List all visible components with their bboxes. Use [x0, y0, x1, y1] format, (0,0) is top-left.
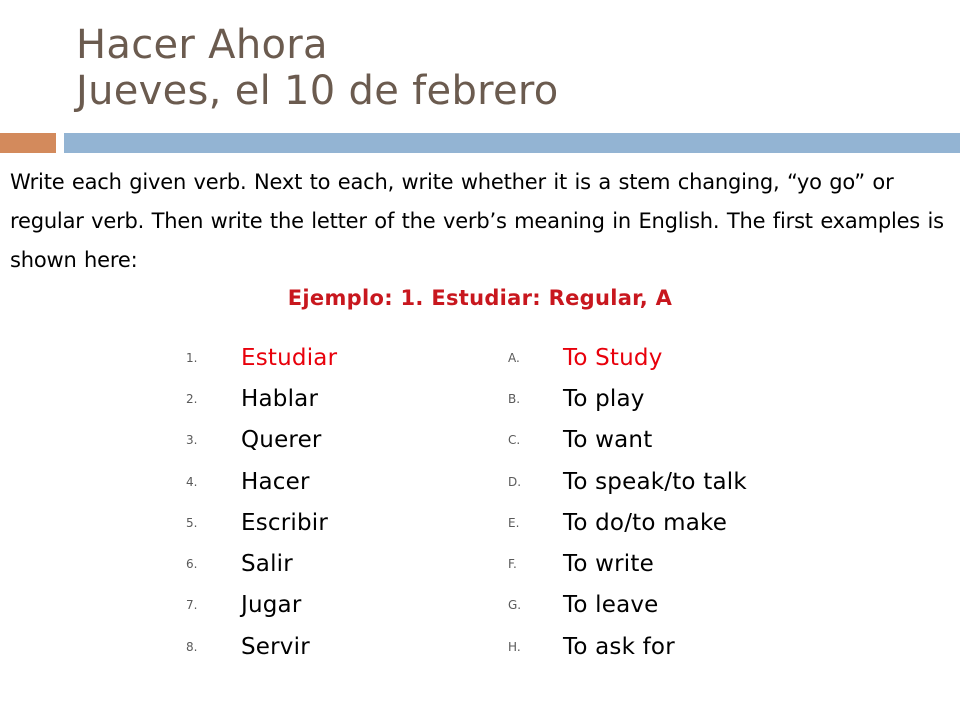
list-item-meaning: [508, 502, 908, 543]
example-line: Ejemplo: 1. Estudiar: Regular, A: [287, 286, 673, 310]
list-item-verb: [186, 543, 436, 584]
list-number: 4.: [186, 474, 198, 489]
meaning-text: To play: [563, 385, 645, 412]
list-number: 5.: [186, 515, 198, 530]
list-letter: G.: [508, 598, 522, 613]
list-item-meaning: [508, 585, 908, 626]
list-item-verb: [186, 502, 436, 543]
meaning-text: To Study: [563, 344, 663, 371]
list-item-verb: [186, 420, 436, 461]
title-line-2: Jueves, el 10 de febrero: [76, 68, 559, 114]
verb-text: Jugar: [241, 592, 302, 619]
list-number: 6.: [186, 557, 198, 572]
list-letter: C.: [508, 433, 521, 448]
list-item-verb: [186, 626, 436, 667]
slide-title: [76, 22, 559, 114]
verb-text: Hacer: [241, 468, 310, 495]
list-item-meaning: [508, 337, 908, 378]
list-letter: F.: [508, 557, 517, 572]
list-number: 3.: [186, 433, 198, 448]
list-number: 7.: [186, 598, 198, 613]
title-rule-bar: [64, 133, 960, 153]
list-letter: B.: [508, 391, 521, 406]
verb-text: Querer: [241, 427, 322, 454]
title-line-1: Hacer Ahora: [76, 22, 328, 68]
verb-text: Salir: [241, 551, 293, 578]
list-letter: E.: [508, 515, 520, 530]
verb-text: Estudiar: [241, 344, 338, 371]
verb-text: Hablar: [241, 385, 319, 412]
list-item-verb: [186, 337, 436, 378]
meaning-text: To speak/to talk: [563, 468, 747, 495]
list-item-verb: [186, 378, 436, 419]
list-item-verb: [186, 461, 436, 502]
list-item-meaning: [508, 543, 908, 584]
list-item-meaning: [508, 378, 908, 419]
verb-text: Servir: [241, 633, 310, 660]
verb-list: [186, 337, 436, 667]
instructions-text: Write each given verb. Next to each, write whether it is a stem changing, “yo go” or regular verb. Then write the letter of the verb’s meaning in English. The first examples is shown here:: [10, 170, 944, 272]
meaning-text: To ask for: [563, 633, 675, 660]
list-number: 1.: [186, 350, 198, 365]
meaning-text: To want: [563, 427, 653, 454]
meaning-text: To write: [563, 551, 654, 578]
list-item-meaning: [508, 420, 908, 461]
list-number: 2.: [186, 391, 198, 406]
verb-text: Escribir: [241, 509, 329, 536]
list-number: 8.: [186, 639, 198, 654]
list-letter: H.: [508, 639, 521, 654]
list-item-verb: [186, 585, 436, 626]
list-letter: D.: [508, 474, 522, 489]
list-item-meaning: [508, 461, 908, 502]
meaning-list: [508, 337, 908, 667]
list-letter: A.: [508, 350, 520, 365]
meaning-text: To leave: [563, 592, 659, 619]
meaning-text: To do/to make: [563, 509, 728, 536]
list-item-meaning: [508, 626, 908, 667]
title-accent-bar: [0, 133, 56, 153]
